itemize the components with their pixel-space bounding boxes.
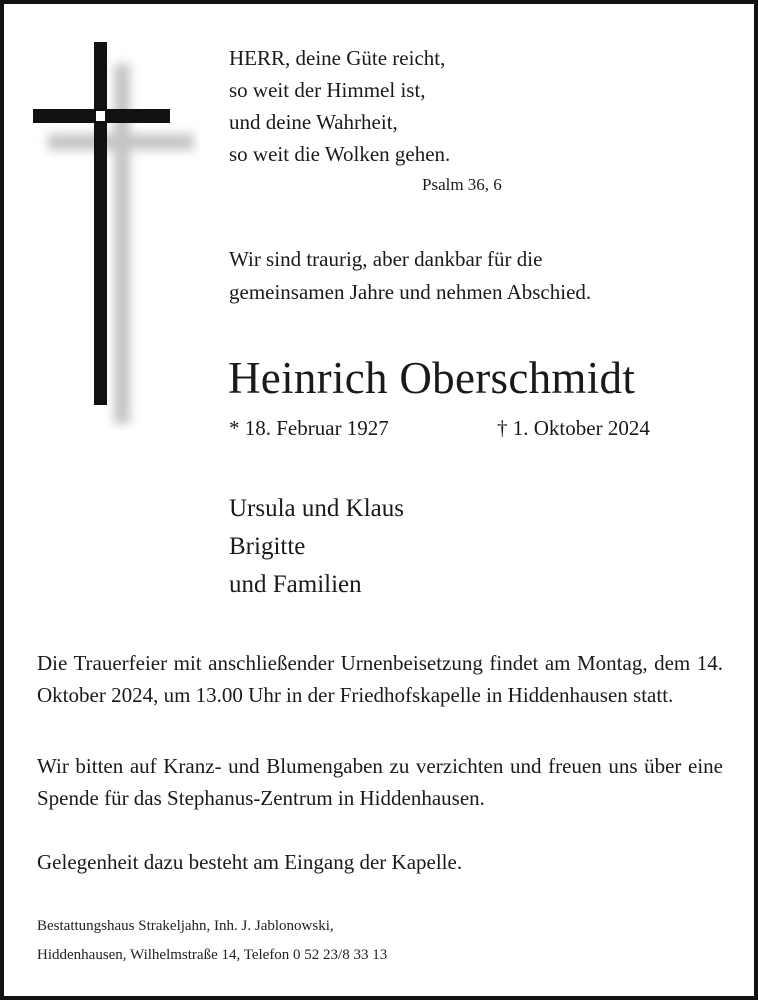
mourner-line: und Familien xyxy=(229,571,362,598)
service-paragraph: Die Trauerfeier mit anschließender Urnenbeisetzung findet am Montag, dem 14. Oktober 2024, um 13.00 Uhr in der Friedhofskapelle in Hiddenhausen statt. xyxy=(37,651,723,707)
intro-line: gemeinsamen Jahre und nehmen Abschied. xyxy=(229,280,592,304)
cross-icon xyxy=(30,40,200,430)
mourners-list xyxy=(229,490,404,604)
deceased-name: Heinrich Oberschmidt xyxy=(228,353,636,403)
funeral-home-footer xyxy=(37,912,387,970)
verse-line: HERR, deine Güte reicht, xyxy=(229,46,446,70)
footer-line: Bestattungshaus Strakeljahn, Inh. J. Jablonowski, xyxy=(37,918,334,934)
footer-line: Hiddenhausen, Wilhelmstraße 14, Telefon 0 52 23/8 33 13 xyxy=(37,947,388,963)
verse-line: so weit der Himmel ist, xyxy=(229,78,426,102)
intro-line: Wir sind traurig, aber dankbar für die xyxy=(229,247,543,271)
death-date: † 1. Oktober 2024 xyxy=(497,416,650,440)
birth-date: * 18. Februar 1927 xyxy=(229,416,389,440)
intro-text xyxy=(229,243,591,309)
verse-source: Psalm 36, 6 xyxy=(422,175,502,194)
verse-line: und deine Wahrheit, xyxy=(229,110,398,134)
donation-note: Gelegenheit dazu besteht am Eingang der Kapelle. xyxy=(37,850,463,874)
psalm-verse xyxy=(229,42,450,170)
mourner-line: Ursula und Klaus xyxy=(229,495,404,522)
mourner-line: Brigitte xyxy=(229,533,306,560)
verse-line: so weit die Wolken gehen. xyxy=(229,142,451,166)
donation-paragraph: Wir bitten auf Kranz- und Blumengaben zu verzichten und freuen uns über eine Spende für das Stephanus-Zentrum in Hiddenhausen. xyxy=(37,754,723,810)
